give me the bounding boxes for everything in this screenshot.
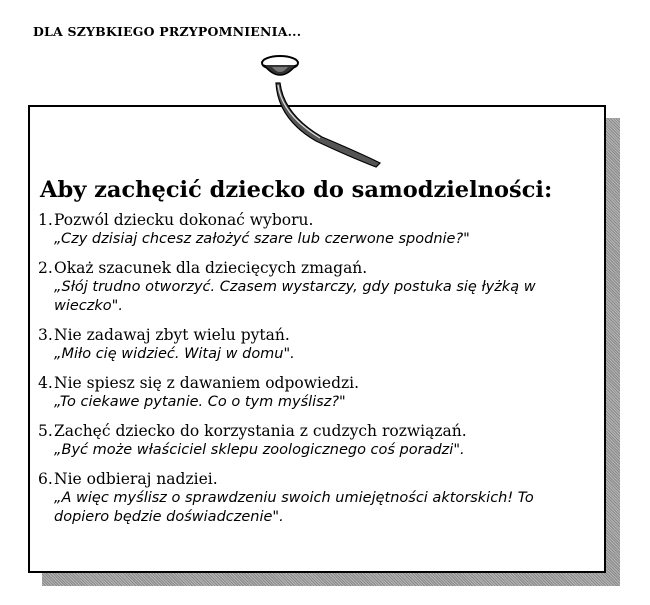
list-item xyxy=(38,470,598,527)
item-text: Pozwól dziecku dokonać wyboru. xyxy=(54,211,314,229)
item-quote: „Miło cię widzieć. Witaj w domu". xyxy=(54,346,295,362)
card-title: Aby zachęcić dziecko do samodzielności: xyxy=(40,177,553,203)
item-quote: „Czy dzisiaj chcesz założyć szare lub czerwone spodnie?" xyxy=(54,231,470,247)
section-header: DLA SZYBKIEGO PRZYPOMNIENIA... xyxy=(33,24,302,39)
list-item xyxy=(38,259,598,316)
item-number: 5. xyxy=(38,422,53,440)
item-quote: „To ciekawe pytanie. Co o tym myślisz?" xyxy=(54,394,346,410)
list-item xyxy=(38,422,598,460)
item-number: 4. xyxy=(38,374,53,392)
item-number: 3. xyxy=(38,326,53,344)
item-quote: „A więc myślisz o sprawdzeniu swoich umiejętności aktorskich! To dopiero będzie doświadczenie". xyxy=(54,490,534,525)
pushpin-icon xyxy=(250,45,390,170)
item-text: Zachęć dziecko do korzystania z cudzych rozwiązań. xyxy=(54,422,467,440)
list-item xyxy=(38,211,598,249)
item-number: 6. xyxy=(38,470,53,488)
list-item xyxy=(38,374,598,412)
list-item xyxy=(38,326,598,364)
note-card xyxy=(28,105,606,573)
item-text: Nie spiesz się z dawaniem odpowiedzi. xyxy=(54,374,360,392)
item-quote: „Być może właściciel sklepu zoologicznego coś poradzi". xyxy=(54,442,465,458)
item-number: 1. xyxy=(38,211,53,229)
item-number: 2. xyxy=(38,259,53,277)
item-text: Okaż szacunek dla dziecięcych zmagań. xyxy=(54,259,368,277)
item-text: Nie odbieraj nadziei. xyxy=(54,470,218,488)
item-quote: „Słój trudno otworzyć. Czasem wystarczy, gdy postuka się łyżką w wieczko". xyxy=(54,279,536,314)
item-text: Nie zadawaj zbyt wielu pytań. xyxy=(54,326,290,344)
tips-list xyxy=(38,211,598,537)
